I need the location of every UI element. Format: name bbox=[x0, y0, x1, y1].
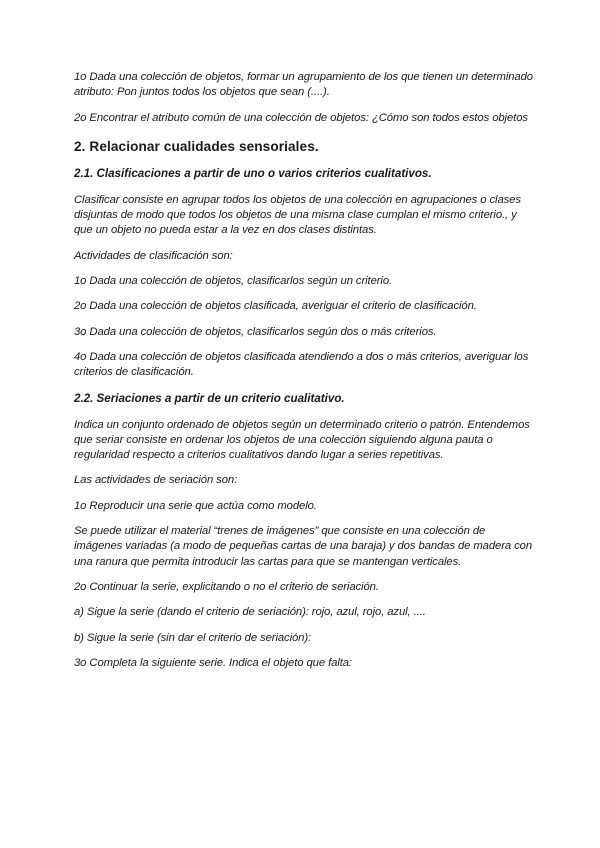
paragraph-classification-activities: Actividades de clasificación son: bbox=[74, 249, 233, 262]
page-content bbox=[74, 70, 536, 681]
paragraph-activity-1: 1o Dada una colección de objetos, formar un agrupamiento de los que tienen un determinado atributo: Pon juntos todos los objetos que sean (....). bbox=[74, 71, 533, 99]
paragraph-example-b: b) Sigue la serie (sin dar el criterio de seriación): bbox=[74, 631, 312, 644]
paragraph-seriation-1: 1o Reproducir una serie que actúa como modelo. bbox=[74, 499, 317, 512]
paragraph-seriation-definition: Indica un conjunto ordenado de objetos según un determinado criterio o patrón. Entendemos que seriar consiste en ordenar los objetos de una colección siguiendo alguna pauta o regularidad respecto a criterios cualitativos dando lugar a series repetitivas. bbox=[74, 418, 530, 462]
paragraph-classification-1: 1o Dada una colección de objetos, clasificarlos según un criterio. bbox=[74, 275, 393, 288]
paragraph-seriation-3: 3o Completa la siguiente serie. Indica el objeto que falta: bbox=[74, 656, 352, 669]
paragraph-seriation-2: 2o Continuar la serie, explicitando o no el criterio de seriación. bbox=[74, 580, 379, 593]
paragraph-classification-4: 4o Dada una colección de objetos clasificada atendiendo a dos o más criterios, averiguar los criterios de clasificación. bbox=[74, 350, 529, 379]
subsection-heading-2-1: 2.1. Clasificaciones a partir de uno o varios criterios cualitativos. bbox=[74, 166, 432, 180]
subsection-heading-2-2: 2.2. Seriaciones a partir de un criterio cualitativo. bbox=[74, 391, 345, 405]
section-heading-2: 2. Relacionar cualidades sensoriales. bbox=[74, 138, 319, 154]
paragraph-seriation-activities: Las actividades de seriación son: bbox=[74, 474, 238, 487]
paragraph-example-a: a) Sigue la serie (dando el criterio de seriación): rojo, azul, rojo, azul, .... bbox=[74, 606, 426, 619]
paragraph-classification-2: 2o Dada una colección de objetos clasificada, averiguar el criterio de clasificación. bbox=[74, 300, 477, 313]
paragraph-classification-definition: Clasificar consiste en agrupar todos los objetos de una colección en agrupaciones o clases disjuntas de modo que todos los objetos de una misma clase cumplan el mismo criterio., y que un objeto no pueda estar a la vez en dos clases distintas. bbox=[74, 193, 521, 237]
paragraph-classification-3: 3o Dada una colección de objetos, clasificarlos según dos o más criterios. bbox=[74, 325, 437, 338]
paragraph-trenes-de-imagenes: Se puede utilizar el material “trenes de imágenes” que consiste en una colección de imágenes variadas (a modo de pequeñas cartas de una baraja) y dos bandas de madera con una ranura que permita introducir las cartas para que se mantengan verticales. bbox=[74, 525, 533, 568]
paragraph-activity-2: 2o Encontrar el atributo común de una colección de objetos: ¿Cómo son todos estos objetos bbox=[74, 111, 528, 124]
